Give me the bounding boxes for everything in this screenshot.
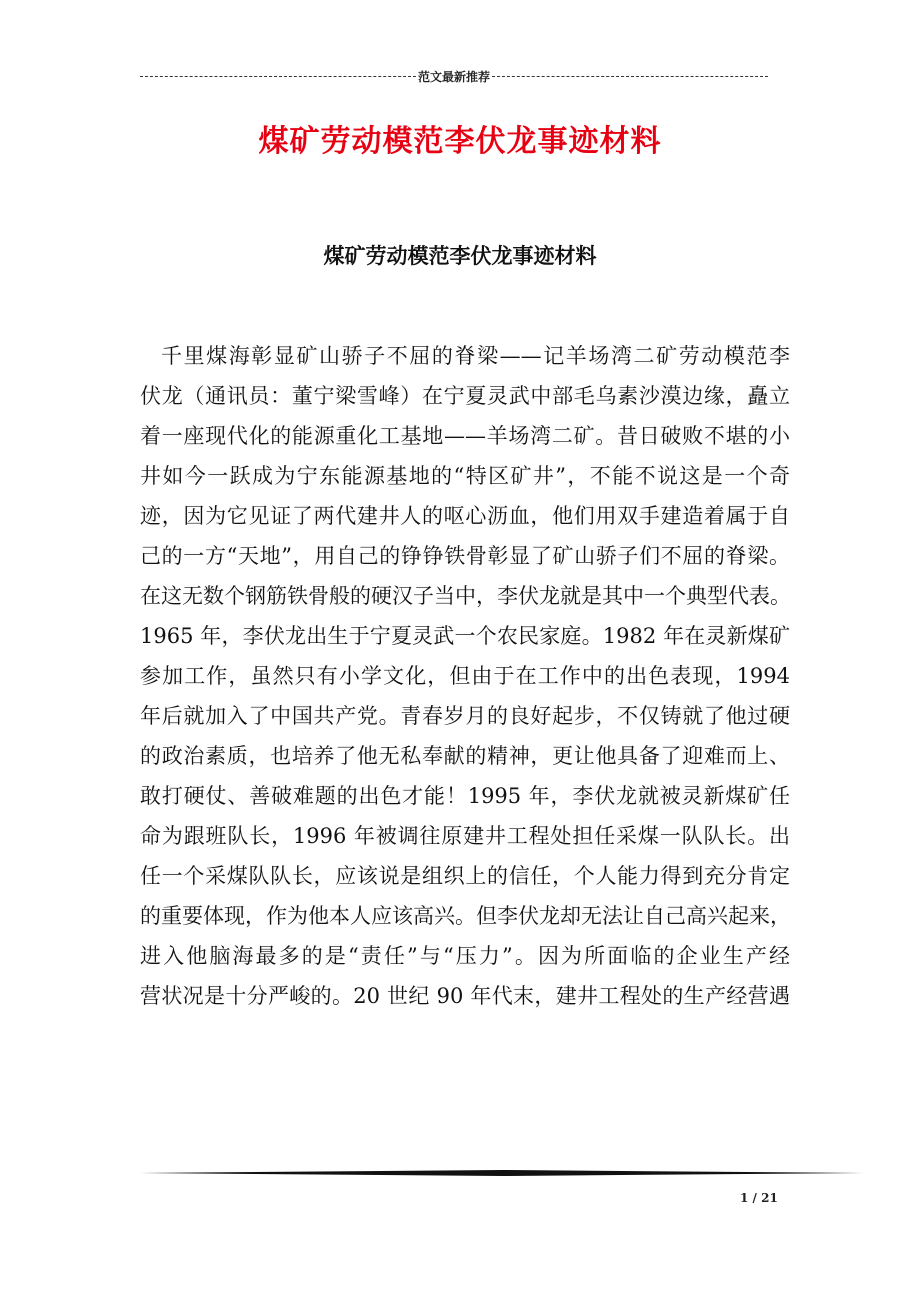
text-line: 参加工作，虽然只有小学文化，但由于在工作中的出色表现，1994 bbox=[140, 664, 790, 688]
text-line: 在这无数个钢筋铁骨般的硬汉子当中，李伏龙就是其中一个典型代表。 bbox=[140, 584, 791, 608]
text-line: 的重要体现，作为他本人应该高兴。但李伏龙却无法让自己高兴起来， bbox=[140, 904, 791, 928]
footer-rule bbox=[140, 1170, 864, 1176]
header-dashes-right bbox=[492, 76, 768, 77]
text-line: 井如今一跃成为宁东能源基地的“特区矿井”，不能不说这是一个奇 bbox=[140, 464, 790, 488]
text-line: 的政治素质，也培养了他无私奉献的精神，更让他具备了迎难而上、 bbox=[140, 744, 790, 768]
text-line: 着一座现代化的能源重化工基地——羊场湾二矿。昔日破败不堪的小 bbox=[140, 424, 790, 448]
header-label: 范文最新推荐 bbox=[418, 69, 491, 84]
text-line: 伏龙（通讯员：董宁梁雪峰）在宁夏灵武中部毛乌素沙漠边缘，矗立 bbox=[140, 384, 790, 408]
text-line: 命为跟班队长，1996 年被调往原建井工程处担任采煤一队队长。出 bbox=[140, 824, 790, 848]
document-subtitle: 煤矿劳动模范李伏龙事迹材料 bbox=[323, 243, 597, 268]
page-header bbox=[140, 66, 768, 86]
text-line: 年后就加入了中国共产党。青春岁月的良好起步，不仅铸就了他过硬 bbox=[140, 704, 790, 728]
text-line: 营状况是十分严峻的。20 世纪 90 年代末，建井工程处的生产经营遇 bbox=[140, 984, 790, 1008]
text-line: 1965 年，李伏龙出生于宁夏灵武一个农民家庭。1982 年在灵新煤矿 bbox=[140, 624, 790, 648]
document-title: 煤矿劳动模范李伏龙事迹材料 bbox=[258, 124, 662, 159]
text-line: 任一个采煤队队长，应该说是组织上的信任，个人能力得到充分肯定 bbox=[140, 864, 790, 888]
body-paragraph bbox=[140, 336, 790, 1016]
text-line: 敢打硬仗、善破难题的出色才能！1995 年，李伏龙就被灵新煤矿任 bbox=[140, 784, 790, 808]
text-line: 进入他脑海最多的是“责任”与“压力”。因为所面临的企业生产经 bbox=[140, 944, 790, 968]
page-number: 1 / 21 bbox=[740, 1191, 778, 1205]
text-line: 己的一方“天地”，用自己的铮铮铁骨彰显了矿山骄子们不屈的脊梁。 bbox=[140, 544, 790, 568]
header-dashes-left bbox=[140, 76, 416, 77]
text-line: 迹，因为它见证了两代建井人的呕心沥血，他们用双手建造着属于自 bbox=[140, 504, 790, 528]
text-line: 千里煤海彰显矿山骄子不屈的脊梁——记羊场湾二矿劳动模范李 bbox=[161, 344, 790, 368]
